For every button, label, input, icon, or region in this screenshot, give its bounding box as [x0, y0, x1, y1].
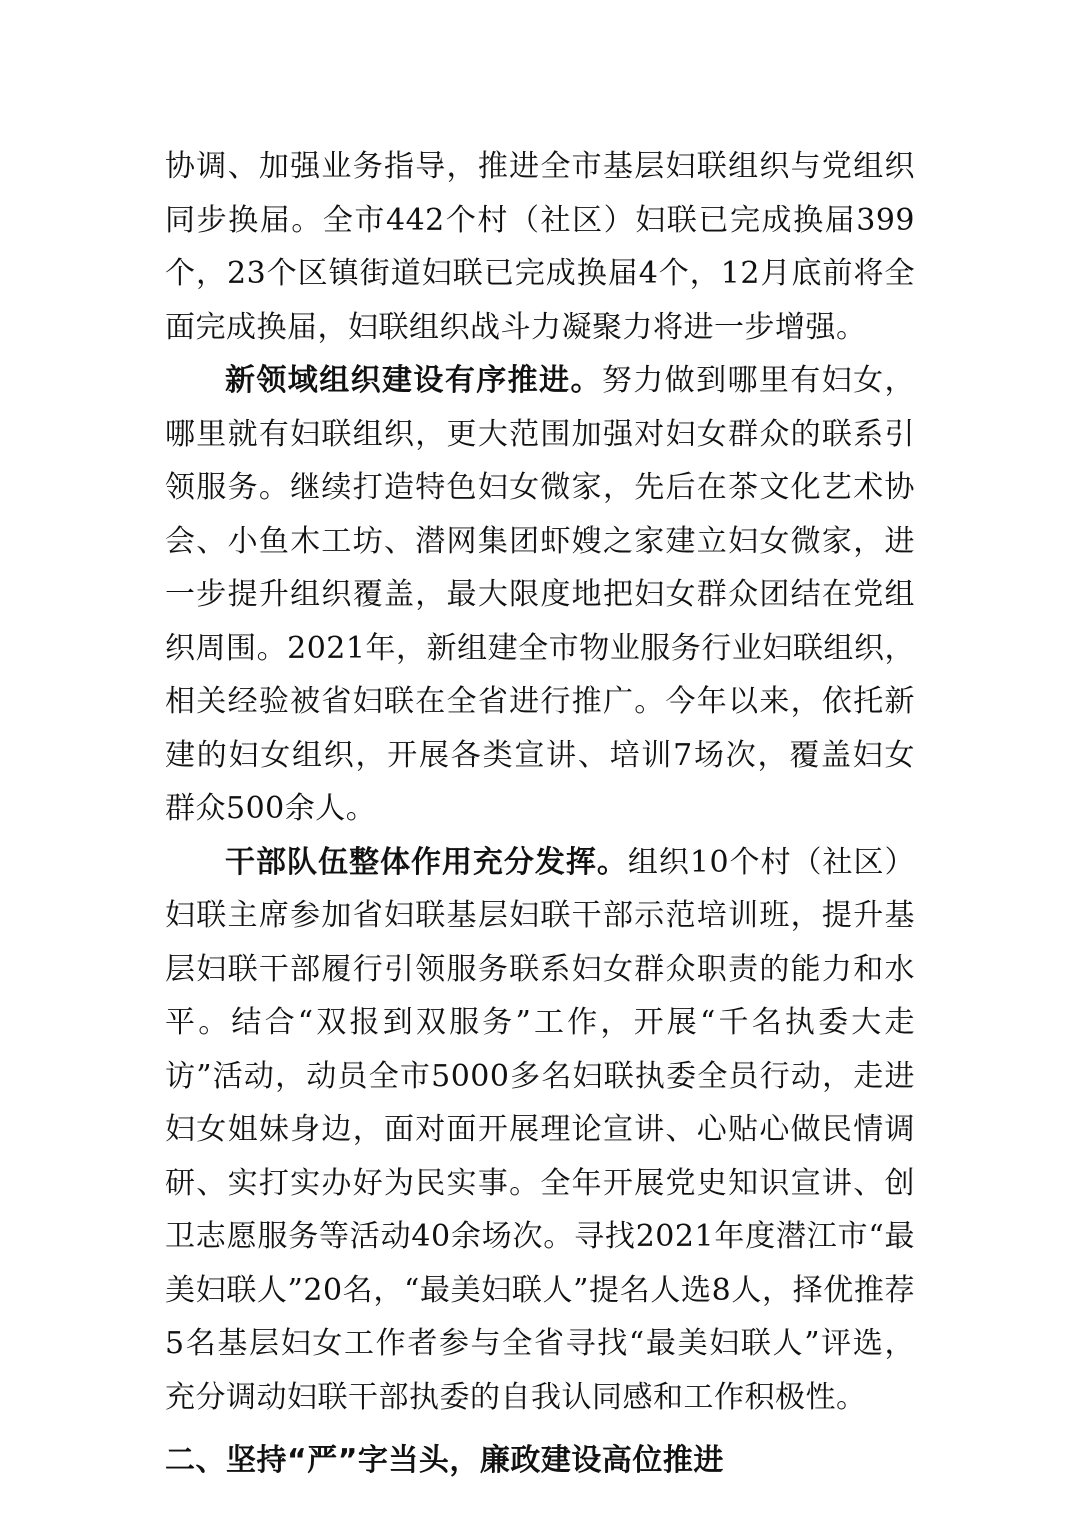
section-heading: 二、坚持“严”字当头，廉政建设高位推进	[165, 1443, 724, 1478]
paragraph-body-text: 努力做到哪里有妇女，哪里就有妇联组织，更大范围加强对妇女群众的联系引领服务。继续打造特色妇女微家，先后在茶文化艺术协会、小鱼木工坊、潜网集团虾嫂之家建立妇女微家，进一步提升组织覆盖，最大限度地把妇女群众团结在党组织周围。2021年，新组建全市物业服务行业妇联组织，相关经验被省妇联在全省进行推广。今年以来，依托新建的妇女组织，开展各类宣讲、培训7场次，覆盖妇女群众500余人。	[165, 363, 916, 826]
paragraph-lead-heading: 干部队伍整体作用充分发挥。	[225, 844, 628, 880]
paragraph-new-domain	[165, 354, 915, 836]
paragraph-lead-heading: 新领域组织建设有序推进。	[225, 363, 602, 398]
paragraph-body-text: 组织10个村（社区）妇联主席参加省妇联基层妇联干部示范培训班，提升基层妇联干部履行引领服务联系妇女群众职责的能力和水平。结合“双报到双服务”工作，开展“千名执委大走访”活动，动员全市5000多名妇联执委全员行动，走进妇女姐妹身边，面对面开展理论宣讲、心贴心做民情调研、实打实办好为民实事。全年开展党史知识宣讲、创卫志愿服务等活动40余场次。寻找2021年度潜江市“最美妇联人”20名，“最美妇联人”提名人选8人，择优推荐5名基层妇女工作者参与全省寻找“最美妇联人”评选，充分调动妇联干部执委的自我认同感和工作积极性。	[165, 844, 915, 1415]
document-body	[165, 140, 915, 1488]
paragraph-continuation: 协调、加强业务指导，推进全市基层妇联组织与党组织同步换届。全市442个村（社区）妇联已完成换届399个，23个区镇街道妇联已完成换届4个，12月底前将全面完成换届，妇联组织战斗力凝聚力将进一步增强。	[165, 149, 915, 345]
paragraph-cadre-team	[165, 836, 915, 1425]
